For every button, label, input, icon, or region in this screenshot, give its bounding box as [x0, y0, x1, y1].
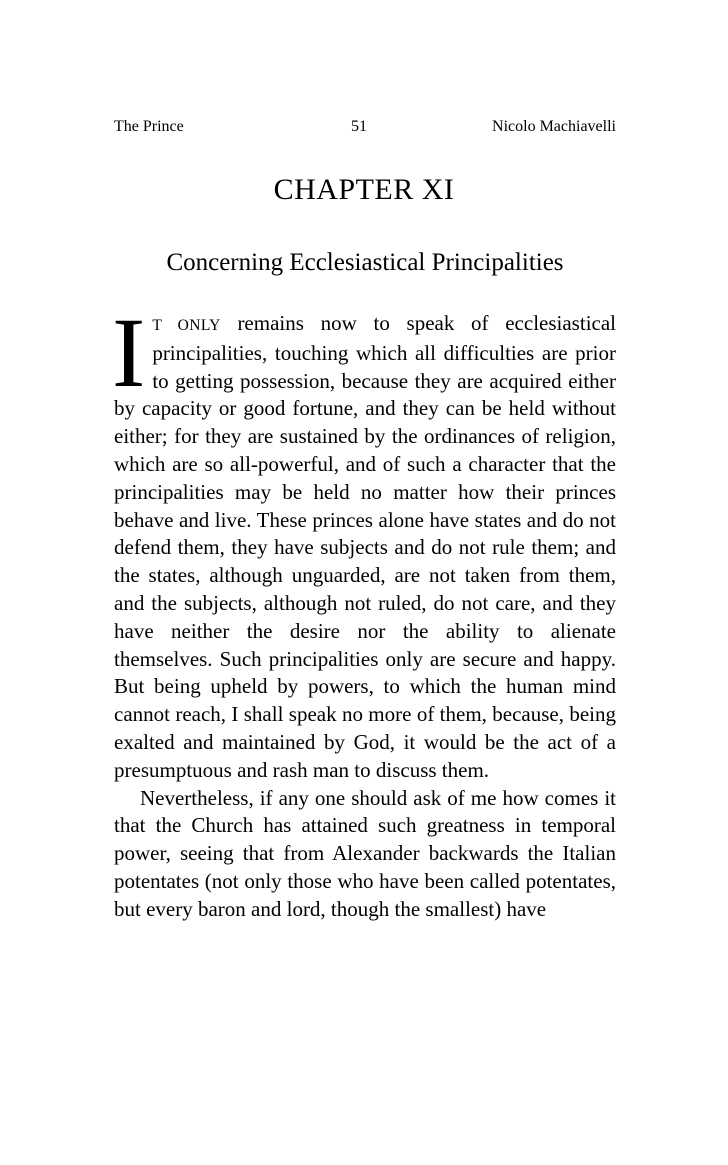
author-name: Nicolo Machiavelli: [492, 118, 616, 135]
paragraph-1: [112, 297, 616, 785]
chapter-number: CHAPTER XI: [273, 173, 455, 206]
drop-cap: I: [112, 297, 146, 408]
paragraph-1-text: remains now to speak of ecclesiastical principalities, touching which all difficulties are prior to getting possession, because they are acquired either by capacity or good fortune, and they can be held without either; for they are sustained by the ordinances of religion, which are so all-powerful, and of such a character that the principalities may be held no matter how their princes behave and live. These princes alone have states and do not defend them, they have subjects and do not rule them; and the states, although unguarded, are not taken from them, and the subjects, although not ruled, do not care, and they have neither the desire nor the ability to alienate themselves. Such principalities only are secure and happy. But being upheld by powers, to which the human mind cannot reach, I shall speak no more of them, because, being exalted and maintained by God, it would be the act of a presumptuous and rash man to discuss them.: [114, 311, 616, 782]
page-number: 51: [351, 118, 367, 135]
running-header: [114, 116, 616, 138]
book-title: The Prince: [114, 118, 184, 135]
chapter-body: [112, 297, 616, 924]
paragraph-2: Nevertheless, if any one should ask of me how comes it that the Church has attained such greatness in temporal power, seeing that from Alexander backwards the Italian potentates (not only those who have been called potentates, but every baron and lord, though the smallest) have: [114, 785, 616, 921]
chapter-title: Concerning Ecclesiastical Principalities: [166, 249, 564, 276]
opening-small-caps: T ONLY: [152, 317, 221, 334]
